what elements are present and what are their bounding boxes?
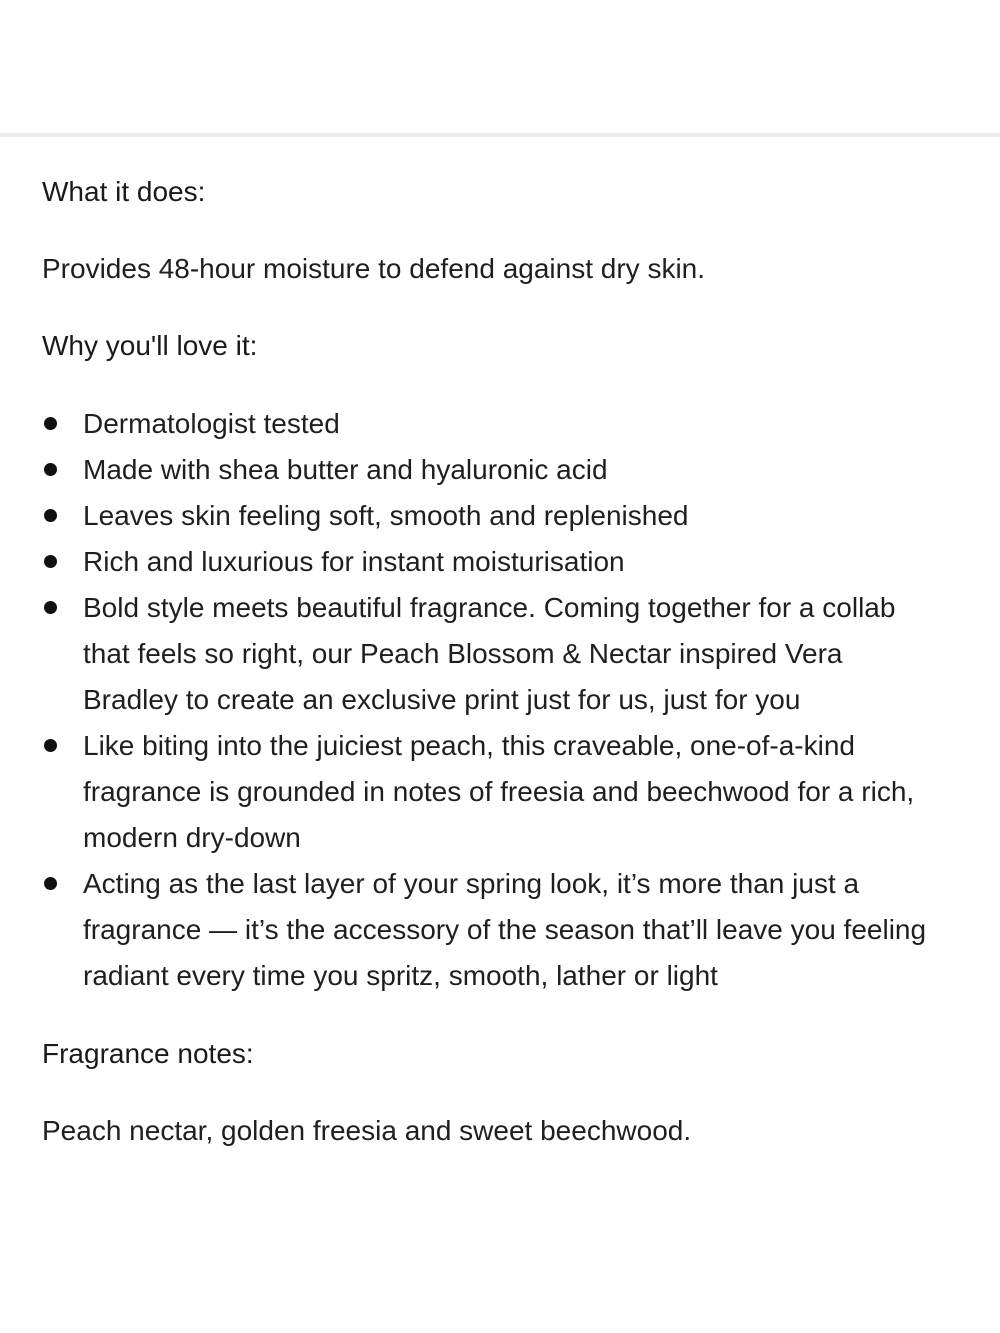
what-it-does-heading: What it does: xyxy=(42,176,206,207)
bullet-dot-icon xyxy=(44,601,57,614)
list-item xyxy=(42,493,942,539)
list-item-text: Leaves skin feeling soft, smooth and replenished xyxy=(83,500,689,531)
bullet-dot-icon xyxy=(44,877,57,890)
fragrance-notes-text: Peach nectar, golden freesia and sweet beechwood. xyxy=(42,1115,692,1146)
list-item xyxy=(42,401,942,447)
list-item-text: Dermatologist tested xyxy=(83,408,340,439)
list-item xyxy=(42,447,942,493)
bullet-dot-icon xyxy=(44,509,57,522)
list-item xyxy=(42,585,942,723)
list-item-text: Rich and luxurious for instant moisturisation xyxy=(83,546,625,577)
top-header-area xyxy=(0,0,1000,133)
benefits-list xyxy=(42,401,942,999)
list-item xyxy=(42,723,942,861)
section-divider xyxy=(0,133,1000,137)
fragrance-notes-heading: Fragrance notes: xyxy=(42,1038,254,1069)
list-item xyxy=(42,539,942,585)
bullet-dot-icon xyxy=(44,555,57,568)
list-item-text: Made with shea butter and hyaluronic acid xyxy=(83,454,608,485)
bullet-dot-icon xyxy=(44,463,57,476)
list-item-text: Bold style meets beautiful fragrance. Coming together for a collab that feels so right, our Peach Blossom & Nectar inspired Vera Bradley to create an exclusive print just for us, just for you xyxy=(83,592,896,715)
product-description xyxy=(42,170,942,1186)
bullet-dot-icon xyxy=(44,417,57,430)
list-item-text: Acting as the last layer of your spring look, it’s more than just a fragrance — it’s the accessory of the season that’ll leave you feeling radiant every time you spritz, smooth, lather or light xyxy=(83,868,927,991)
why-love-heading: Why you'll love it: xyxy=(42,330,258,361)
bullet-dot-icon xyxy=(44,739,57,752)
list-item xyxy=(42,861,942,999)
what-it-does-text: Provides 48-hour moisture to defend against dry skin. xyxy=(42,253,706,284)
list-item-text: Like biting into the juiciest peach, this craveable, one-of-a-kind fragrance is grounded in notes of freesia and beechwood for a rich, modern dry-down xyxy=(83,730,915,853)
